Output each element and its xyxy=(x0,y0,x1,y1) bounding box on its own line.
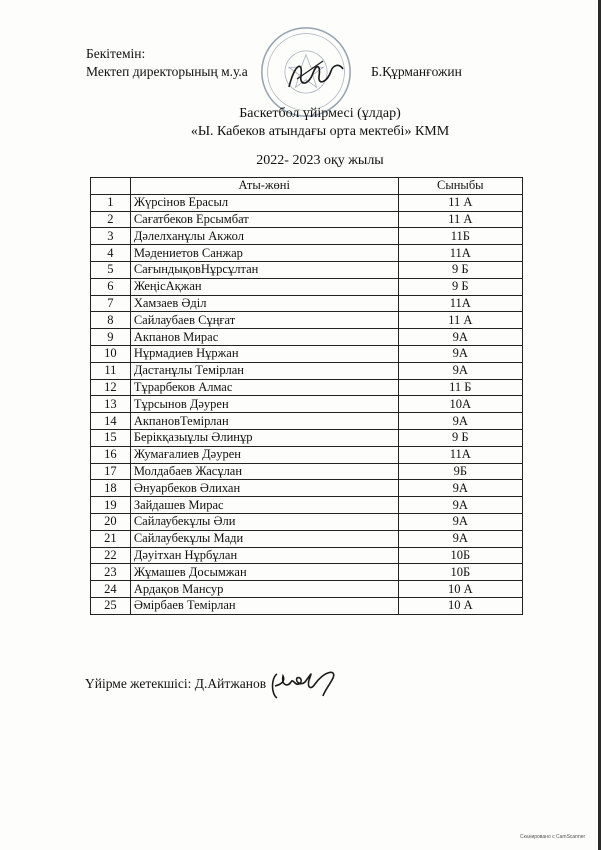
student-name: Жумағалиев Дәурен xyxy=(130,446,398,463)
student-name: Дәуітхан Нұрбұлан xyxy=(130,547,398,564)
student-class: 11 Б xyxy=(398,379,522,396)
student-name: Дәлелханұлы Акжол xyxy=(130,228,398,245)
row-number: 10 xyxy=(91,345,131,362)
student-name: Нұрмадиев Нұржан xyxy=(130,345,398,362)
student-class: 9А xyxy=(398,480,522,497)
table-row xyxy=(91,480,523,497)
row-number: 14 xyxy=(91,413,131,430)
table-row xyxy=(91,278,523,295)
student-class: 10Б xyxy=(398,547,522,564)
table-row xyxy=(91,362,523,379)
row-number: 3 xyxy=(91,228,131,245)
student-name: Сағатбеков Ерсымбат xyxy=(130,211,398,228)
student-class: 9Б xyxy=(398,463,522,480)
table-row xyxy=(91,530,523,547)
table-row xyxy=(91,228,523,245)
student-name: Сайлаубаев Сұңғат xyxy=(130,312,398,329)
student-class: 11А xyxy=(398,446,522,463)
document-title: Баскетбол үйірмесі (ұлдар) xyxy=(239,106,401,121)
row-number: 8 xyxy=(91,312,131,329)
table-row xyxy=(91,446,523,463)
row-number: 1 xyxy=(91,194,131,211)
table-row xyxy=(91,564,523,581)
student-class: 9А xyxy=(398,497,522,514)
table-row xyxy=(91,581,523,598)
table-row xyxy=(91,379,523,396)
student-class: 10А xyxy=(398,396,522,413)
academic-year: 2022- 2023 оқу жылы xyxy=(256,153,384,168)
student-class: 9А xyxy=(398,530,522,547)
student-name: Берікқазыұлы Әлинұр xyxy=(130,429,398,446)
table-header-row xyxy=(91,178,523,195)
student-name: Тұрарбеков Алмас xyxy=(130,379,398,396)
column-header-class: Сыныбы xyxy=(398,178,522,195)
student-name: Сайлаубекұлы Мади xyxy=(130,530,398,547)
table-row xyxy=(91,429,523,446)
row-number: 17 xyxy=(91,463,131,480)
student-name: АкпановТемірлан xyxy=(130,413,398,430)
student-name: Дастанұлы Темірлан xyxy=(130,362,398,379)
club-leader: Үйірме жетекшісі: Д.Айтжанов xyxy=(85,676,267,691)
student-name: Сайлаубекұлы Әли xyxy=(130,513,398,530)
table-row xyxy=(91,329,523,346)
table-row xyxy=(91,463,523,480)
table-row xyxy=(91,413,523,430)
row-number: 19 xyxy=(91,497,131,514)
student-name: Ардақов Мансур xyxy=(130,581,398,598)
student-class: 9 Б xyxy=(398,261,522,278)
student-class: 10Б xyxy=(398,564,522,581)
row-number: 5 xyxy=(91,261,131,278)
director-name: Б.Құрманғожин xyxy=(371,64,462,79)
row-number: 4 xyxy=(91,245,131,262)
student-name: Молдабаев Жасұлан xyxy=(130,463,398,480)
row-number: 9 xyxy=(91,329,131,346)
student-class: 11 А xyxy=(398,211,522,228)
student-class: 9А xyxy=(398,413,522,430)
approve-label: Бекітемін: xyxy=(86,46,146,61)
table-row xyxy=(91,513,523,530)
director-signature xyxy=(283,55,348,97)
student-class: 9А xyxy=(398,329,522,346)
student-class: 11А xyxy=(398,295,522,312)
student-class: 9А xyxy=(398,345,522,362)
row-number: 21 xyxy=(91,530,131,547)
row-number: 15 xyxy=(91,429,131,446)
table-row xyxy=(91,547,523,564)
row-number: 13 xyxy=(91,396,131,413)
row-number: 12 xyxy=(91,379,131,396)
leader-signature xyxy=(267,664,352,702)
row-number: 20 xyxy=(91,513,131,530)
table-row xyxy=(91,497,523,514)
row-number: 6 xyxy=(91,278,131,295)
roster-body xyxy=(91,194,523,614)
student-name: Хамзаев Әділ xyxy=(130,295,398,312)
student-name: Акпанов Мирас xyxy=(130,329,398,346)
table-row xyxy=(91,245,523,262)
scanner-watermark: Сканировано с CamScanner xyxy=(520,834,586,840)
table-row xyxy=(91,295,523,312)
row-number: 22 xyxy=(91,547,131,564)
student-class: 11 А xyxy=(398,312,522,329)
row-number: 11 xyxy=(91,362,131,379)
row-number: 23 xyxy=(91,564,131,581)
student-class: 11 А xyxy=(398,194,522,211)
roster-table xyxy=(90,177,523,615)
student-class: 10 А xyxy=(398,581,522,598)
student-name: Тұрсынов Дәурен xyxy=(130,396,398,413)
row-number: 2 xyxy=(91,211,131,228)
table-row xyxy=(91,261,523,278)
table-row xyxy=(91,345,523,362)
table-row xyxy=(91,597,523,614)
table-row xyxy=(91,211,523,228)
student-class: 10 А xyxy=(398,597,522,614)
row-number: 25 xyxy=(91,597,131,614)
student-class: 11Б xyxy=(398,228,522,245)
row-number: 18 xyxy=(91,480,131,497)
student-class: 9 Б xyxy=(398,278,522,295)
student-name: ЖеңісАқжан xyxy=(130,278,398,295)
student-name: Әнуарбеков Әлихан xyxy=(130,480,398,497)
student-name: Жұмашев Досымжан xyxy=(130,564,398,581)
student-class: 11А xyxy=(398,245,522,262)
table-row xyxy=(91,396,523,413)
table-row xyxy=(91,312,523,329)
director-title: Мектеп директорының м.у.а xyxy=(86,64,248,79)
approval-block xyxy=(86,45,248,81)
school-name: «Ы. Кабеков атындағы орта мектебі» КММ xyxy=(190,124,450,139)
student-class: 9 Б xyxy=(398,429,522,446)
student-name: СағындықовНұрсұлтан xyxy=(130,261,398,278)
column-header-number xyxy=(91,178,131,195)
table-row xyxy=(91,194,523,211)
student-name: Мәдениетов Санжар xyxy=(130,245,398,262)
student-class: 9А xyxy=(398,362,522,379)
student-class: 9А xyxy=(398,513,522,530)
student-name: Жүрсінов Ерасыл xyxy=(130,194,398,211)
row-number: 7 xyxy=(91,295,131,312)
student-name: Зайдашев Мирас xyxy=(130,497,398,514)
student-name: Әмірбаев Темірлан xyxy=(130,597,398,614)
row-number: 16 xyxy=(91,446,131,463)
row-number: 24 xyxy=(91,581,131,598)
column-header-name: Аты-жөні xyxy=(130,178,398,195)
